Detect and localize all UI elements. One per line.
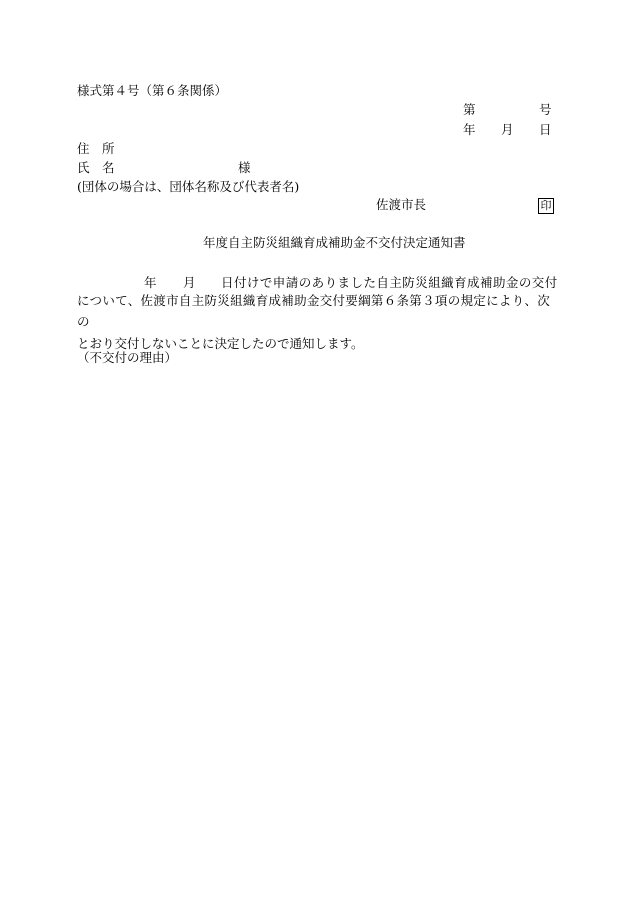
- body-line-1-text: 日付けで申請のありました自主防災組織育成補助金の交付: [221, 275, 558, 290]
- reference-go: 号: [539, 102, 552, 117]
- recipient-sama: 様: [238, 160, 251, 175]
- seal-box: 印: [538, 198, 554, 214]
- body-line-1: [77, 268, 558, 290]
- reference-dai: 第: [463, 102, 476, 117]
- body-line-3: とおり交付しないことに決定したので通知します。: [77, 335, 364, 351]
- notice-body: [77, 268, 558, 354]
- date-day: 日: [539, 122, 552, 137]
- recipient-note: (団体の場合は、団体名称及び代表者名): [77, 179, 300, 194]
- issuer-title: 佐渡市長: [376, 197, 427, 212]
- form-number-label: 様式第４号（第６条関係）: [77, 83, 228, 98]
- date-month: 月: [501, 122, 514, 137]
- recipient-address-label: 住 所: [77, 141, 115, 156]
- recipient-name-label: 氏 名: [77, 160, 115, 175]
- date-year: 年: [463, 122, 476, 137]
- body-line-2: について、佐渡市自主防災組織育成補助金交付要綱第６条第３項の規定により、次の: [77, 292, 551, 329]
- reason-label: （不交付の理由）: [77, 350, 178, 365]
- document-title: 年度自主防災組織育成補助金不交付決定通知書: [203, 235, 466, 250]
- issuer-seal: [537, 198, 554, 214]
- body-year: 年: [144, 275, 157, 290]
- body-month: 月: [183, 275, 196, 290]
